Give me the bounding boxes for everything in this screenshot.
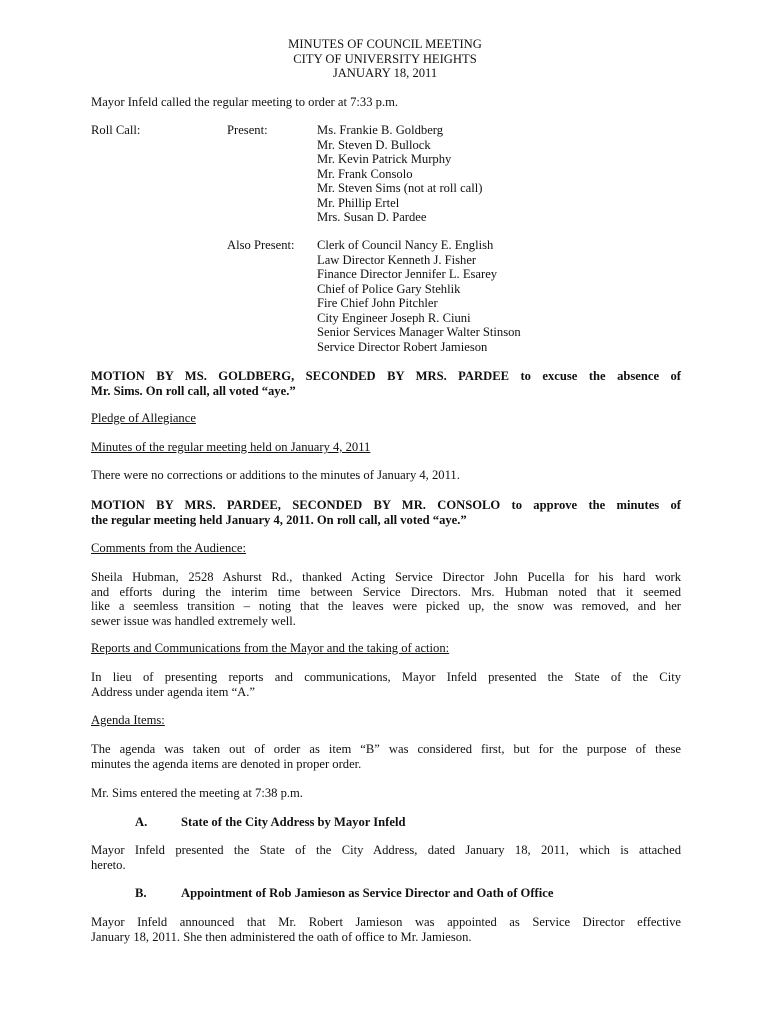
paragraph-line: like a seemless transition – noting that the leaves were picked up, the snow was removed, and her — [91, 599, 681, 613]
minutes-heading: Minutes of the regular meeting held on January 4, 2011 — [91, 440, 371, 454]
header-line-2: CITY OF UNIVERSITY HEIGHTS — [293, 51, 477, 66]
paragraph-line: and efforts during the interim time between Service Directors. Mrs. Hubman noted that it seemed — [91, 584, 681, 599]
comments-text — [91, 570, 681, 628]
also-present-member: Finance Director Jennifer L. Esarey — [317, 267, 498, 281]
item-b-letter: B. — [135, 886, 147, 900]
paragraph-line: In lieu of presenting reports and communications, Mayor Infeld presented the State of the City — [91, 670, 681, 684]
motion-line: MOTION BY MRS. PARDEE, SECONDED BY MR. CONSOLO to approve the minutes of — [91, 498, 681, 512]
item-b-title: Appointment of Rob Jamieson as Service Director and Oath of Office — [181, 886, 554, 900]
paragraph-line: hereto. — [91, 857, 126, 872]
header-line-1: MINUTES OF COUNCIL MEETING — [288, 37, 482, 51]
paragraph-line: January 18, 2011. She then administered the oath of office to Mr. Jamieson. — [91, 929, 472, 944]
also-present-member: Chief of Police Gary Stehlik — [317, 281, 461, 296]
also-present-member: Law Director Kenneth J. Fisher — [317, 252, 477, 267]
roll-call-label: Roll Call: — [91, 123, 141, 137]
paragraph-line: minutes the agenda items are denoted in proper order. — [91, 756, 362, 771]
paragraph-line: Mayor Infeld presented the State of the City Address, dated January 18, 2011, which is attached — [91, 843, 681, 857]
also-present-label: Also Present: — [227, 238, 295, 252]
also-present-member: City Engineer Joseph R. Ciuni — [317, 310, 471, 325]
paragraph-line: Address under agenda item “A.” — [91, 684, 256, 699]
item-a-text — [91, 843, 681, 872]
also-present-member: Service Director Robert Jamieson — [317, 339, 488, 354]
present-list — [317, 123, 482, 225]
item-a-letter: A. — [135, 815, 148, 829]
paragraph-line: sewer issue was handled extremely well. — [91, 613, 296, 628]
motion-approve-minutes — [91, 498, 681, 527]
paragraph-line: The agenda was taken out of order as item “B” was considered first, but for the purpose of these — [91, 742, 681, 756]
document-header — [0, 37, 770, 81]
present-member: Mr. Steven D. Bullock — [317, 137, 431, 152]
motion-excuse-absence — [91, 369, 681, 398]
call-to-order: Mayor Infeld called the regular meeting to order at 7:33 p.m. — [91, 95, 399, 109]
also-present-list — [317, 238, 521, 354]
also-present-member: Senior Services Manager Walter Stinson — [317, 325, 521, 339]
paragraph-line: Sheila Hubman, 2528 Ashurst Rd., thanked Acting Service Director John Pucella for his hard work — [91, 570, 681, 584]
also-present-member: Clerk of Council Nancy E. English — [317, 238, 494, 252]
minutes-text: There were no corrections or additions to the minutes of January 4, 2011. — [91, 468, 460, 482]
reports-heading: Reports and Communications from the Mayor and the taking of action: — [91, 641, 450, 655]
present-member: Mr. Phillip Ertel — [317, 195, 400, 210]
motion-line: MOTION BY MS. GOLDBERG, SECONDED BY MRS. PARDEE to excuse the absence of — [91, 369, 681, 383]
present-member: Mr. Kevin Patrick Murphy — [317, 152, 452, 166]
agenda-text — [91, 742, 681, 771]
agenda-heading: Agenda Items: — [91, 713, 165, 727]
motion-line: the regular meeting held January 4, 2011. On roll call, all voted “aye.” — [91, 512, 467, 527]
present-member: Mrs. Susan D. Pardee — [317, 210, 427, 224]
sims-entered: Mr. Sims entered the meeting at 7:38 p.m. — [91, 786, 303, 800]
present-member: Mr. Steven Sims (not at roll call) — [317, 181, 483, 195]
paragraph-line: Mayor Infeld announced that Mr. Robert Jamieson was appointed as Service Director effective — [91, 915, 681, 929]
also-present-member: Fire Chief John Pitchler — [317, 296, 438, 310]
item-b-text — [91, 915, 681, 944]
item-a-title: State of the City Address by Mayor Infeld — [181, 815, 406, 829]
motion-line: Mr. Sims. On roll call, all voted “aye.” — [91, 383, 296, 398]
present-label: Present: — [227, 123, 268, 137]
present-member: Mr. Frank Consolo — [317, 166, 413, 181]
header-line-3: JANUARY 18, 2011 — [332, 66, 438, 80]
reports-text — [91, 670, 681, 699]
pledge-heading: Pledge of Allegiance — [91, 411, 196, 425]
comments-heading: Comments from the Audience: — [91, 541, 246, 555]
present-member: Ms. Frankie B. Goldberg — [317, 123, 444, 137]
